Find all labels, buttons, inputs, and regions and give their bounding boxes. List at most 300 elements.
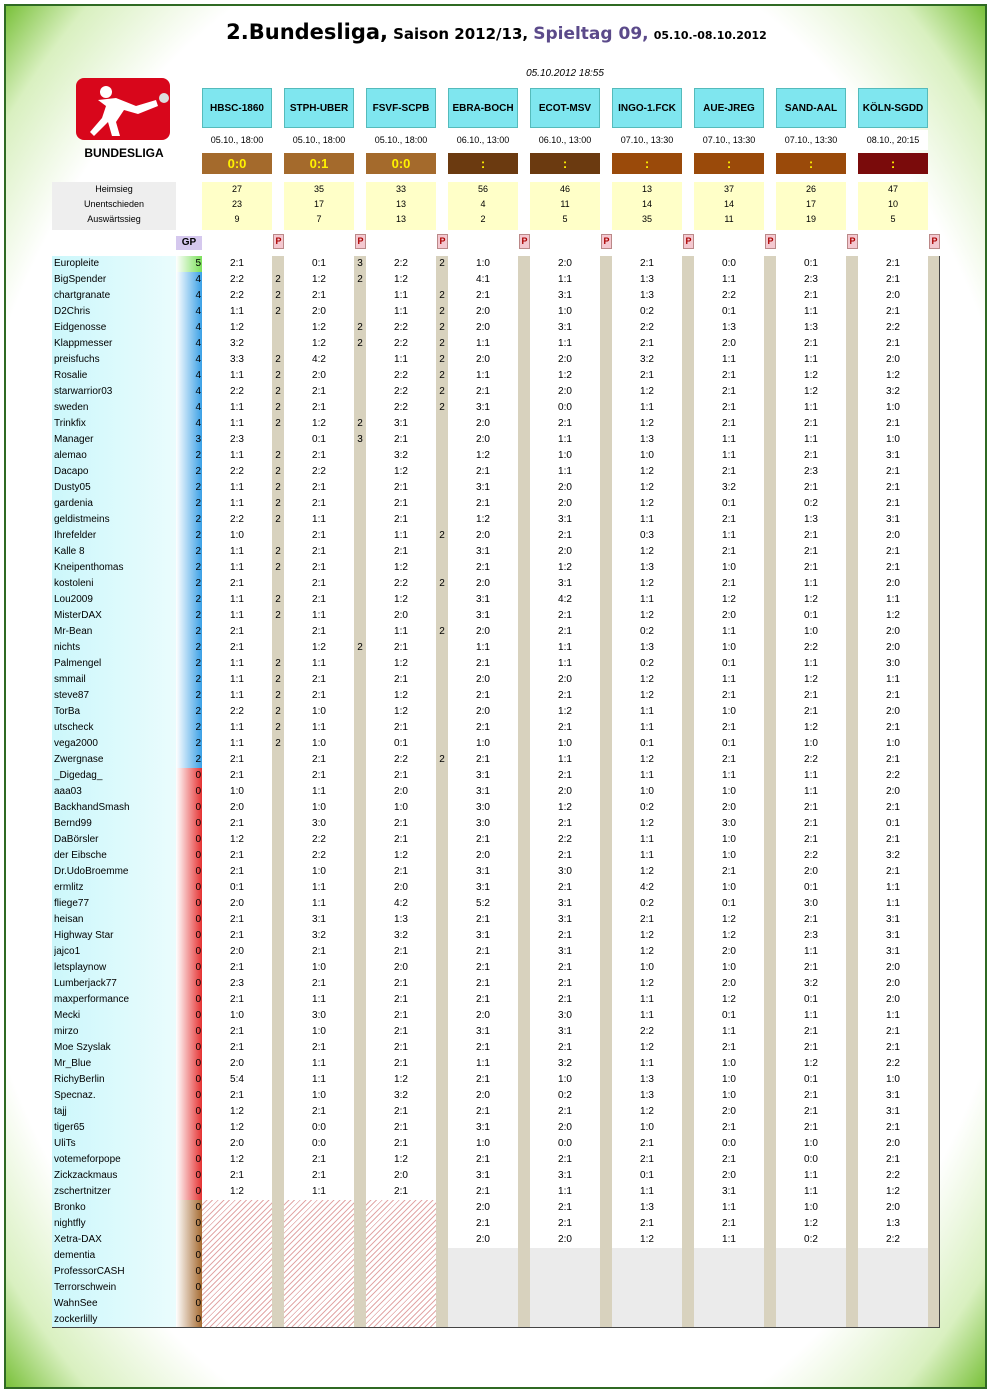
- tip-points: [682, 1168, 694, 1184]
- tip-points: [682, 448, 694, 464]
- tip-points: [682, 1216, 694, 1232]
- tip-value: 2:2: [230, 290, 244, 301]
- player-gp: 2: [176, 640, 202, 656]
- tip-value: 1:0: [312, 1026, 326, 1037]
- player-name: Xetra-DAX: [54, 1234, 102, 1245]
- tip-cell: [776, 480, 858, 496]
- tip-points: [846, 800, 858, 816]
- tip-cell: [202, 432, 284, 448]
- stat-home: 13: [641, 184, 652, 194]
- tip-points: [682, 400, 694, 416]
- tip-points: [764, 464, 776, 480]
- tip-points: [928, 1120, 940, 1136]
- tip-points: [518, 1008, 530, 1024]
- player-gp: 0: [176, 928, 202, 944]
- tip-cell: [202, 784, 284, 800]
- tip-value: 1:1: [804, 1010, 818, 1021]
- tip-points: [272, 848, 284, 864]
- tip-value: 2:1: [230, 1026, 244, 1037]
- gp-header: GP: [176, 236, 202, 250]
- tip-value: 1:1: [394, 354, 408, 365]
- stat-away: 2: [480, 214, 486, 224]
- tip-value: 2:0: [558, 1122, 572, 1133]
- tip-points: [764, 944, 776, 960]
- tip-points: [272, 1232, 284, 1248]
- tip-points: [928, 544, 940, 560]
- tip-value: 2:1: [886, 1122, 900, 1133]
- tip-points: [764, 800, 776, 816]
- tip-points: [928, 640, 940, 656]
- tip-cell: [366, 624, 448, 640]
- table-row: [52, 1152, 940, 1168]
- player-gp: 0: [176, 1248, 202, 1264]
- tip-points: [846, 1200, 858, 1216]
- tip-points: [600, 272, 612, 288]
- tip-points: [600, 704, 612, 720]
- tip-value: 2:0: [558, 674, 572, 685]
- player-gp: 0: [176, 1280, 202, 1296]
- tip-value: 2:1: [804, 706, 818, 717]
- tip-value: 1:1: [312, 1074, 326, 1085]
- tip-points: [436, 1248, 448, 1264]
- tip-cell: [612, 1312, 694, 1328]
- tip-points: [436, 512, 448, 528]
- tip-points: [518, 1280, 530, 1296]
- tip-cell: [366, 576, 448, 592]
- tip-points: [354, 944, 366, 960]
- tip-cell: [284, 368, 366, 384]
- tip-value: 0:2: [640, 626, 654, 637]
- player-gp: 4: [176, 416, 202, 432]
- tip-value: 3:1: [886, 946, 900, 957]
- tip-value: 3:1: [476, 882, 490, 893]
- tip-cell: [284, 864, 366, 880]
- tip-points: 2: [272, 416, 284, 432]
- tip-points: 2: [272, 304, 284, 320]
- tip-points: [682, 1200, 694, 1216]
- tip-points: 2: [272, 544, 284, 560]
- tip-cell: [530, 784, 612, 800]
- tip-value: 2:1: [886, 338, 900, 349]
- tip-cell: [694, 800, 776, 816]
- tip-value: 4:1: [476, 274, 490, 285]
- tip-value: 1:2: [230, 322, 244, 333]
- tip-value: 2:1: [394, 1138, 408, 1149]
- tip-cell: [202, 624, 284, 640]
- match-result: 0:0: [366, 153, 436, 174]
- tip-cell: [694, 1104, 776, 1120]
- tip-cell: [202, 512, 284, 528]
- tip-value: 1:2: [804, 386, 818, 397]
- tip-cell: [284, 416, 366, 432]
- table-row: [52, 816, 940, 832]
- tip-points: [518, 1056, 530, 1072]
- tip-value: 0:0: [312, 1122, 326, 1133]
- tip-cell: [366, 960, 448, 976]
- tip-points: [518, 928, 530, 944]
- tip-cell: [530, 1008, 612, 1024]
- tip-value: 2:1: [394, 674, 408, 685]
- tip-points: 2: [272, 480, 284, 496]
- tip-value: 1:1: [722, 274, 736, 285]
- tip-points: 2: [436, 528, 448, 544]
- tip-cell: [366, 288, 448, 304]
- points-header: P: [683, 234, 694, 249]
- tip-value: 2:1: [230, 994, 244, 1005]
- tip-points: [600, 592, 612, 608]
- tip-points: [600, 320, 612, 336]
- tip-cell: [202, 736, 284, 752]
- tip-cell: [694, 1120, 776, 1136]
- tip-cell: [284, 432, 366, 448]
- tip-value: 1:0: [558, 1074, 572, 1085]
- tip-value: 0:1: [312, 434, 326, 445]
- tip-points: [846, 896, 858, 912]
- tip-points: [928, 928, 940, 944]
- tip-cell: [366, 896, 448, 912]
- tip-value: 1:0: [312, 802, 326, 813]
- tip-value: 1:3: [722, 322, 736, 333]
- tip-points: [764, 1216, 776, 1232]
- tip-value: 1:1: [722, 770, 736, 781]
- tip-points: [600, 1088, 612, 1104]
- tip-cell: [448, 720, 530, 736]
- tip-value: 2:1: [394, 834, 408, 845]
- tip-cell: [776, 1040, 858, 1056]
- tip-cell: [858, 944, 940, 960]
- tip-points: 2: [436, 320, 448, 336]
- tip-points: [518, 912, 530, 928]
- tip-points: [272, 1008, 284, 1024]
- tip-points: [928, 912, 940, 928]
- tip-cell: [694, 736, 776, 752]
- tip-cell: [694, 496, 776, 512]
- tip-cell: [530, 1024, 612, 1040]
- tip-cell: [366, 688, 448, 704]
- tip-cell: [530, 496, 612, 512]
- tip-value: 1:1: [312, 1058, 326, 1069]
- tip-cell: [448, 896, 530, 912]
- tip-points: [600, 576, 612, 592]
- player-name: preisfuchs: [54, 354, 100, 365]
- tips-table: [52, 256, 940, 1328]
- tip-cell: [694, 448, 776, 464]
- tip-points: [518, 592, 530, 608]
- tip-cell: [366, 544, 448, 560]
- tip-value: 2:1: [886, 722, 900, 733]
- tip-value: 3:2: [312, 930, 326, 941]
- tip-value: 1:0: [722, 1090, 736, 1101]
- tip-cell: [202, 720, 284, 736]
- tip-value: 0:2: [804, 1234, 818, 1245]
- tip-cell: [530, 672, 612, 688]
- tip-cell: [530, 1120, 612, 1136]
- player-name: Eidgenosse: [54, 322, 107, 333]
- tip-value: 2:1: [476, 690, 490, 701]
- tip-points: [846, 848, 858, 864]
- match-date: 06.10., 13:00: [448, 130, 518, 150]
- tip-value: 1:2: [640, 754, 654, 765]
- player-name: mirzo: [54, 1026, 79, 1037]
- tip-value: 2:1: [886, 1154, 900, 1165]
- tip-cell: [776, 1056, 858, 1072]
- tip-value: 2:2: [886, 1170, 900, 1181]
- tip-value: 1:1: [722, 450, 736, 461]
- tip-points: [518, 1024, 530, 1040]
- tip-cell: [448, 544, 530, 560]
- tip-cell: [694, 928, 776, 944]
- tip-cell: [612, 1104, 694, 1120]
- tip-value: 1:1: [640, 850, 654, 861]
- tip-cell: [448, 704, 530, 720]
- tip-points: [600, 368, 612, 384]
- tip-value: 3:1: [312, 914, 326, 925]
- tip-cell: [776, 1008, 858, 1024]
- tip-cell: [530, 1072, 612, 1088]
- tip-cell: [202, 1024, 284, 1040]
- tip-value: 2:0: [558, 482, 572, 493]
- tip-value: 2:1: [886, 498, 900, 509]
- tip-cell: [612, 1200, 694, 1216]
- tip-points: [764, 1088, 776, 1104]
- tip-cell: [202, 272, 284, 288]
- tip-cell: [776, 496, 858, 512]
- tip-points: [436, 640, 448, 656]
- tip-points: [928, 384, 940, 400]
- tip-value: 2:1: [394, 946, 408, 957]
- match-date: 05.10., 18:00: [202, 130, 272, 150]
- tip-value: 1:1: [230, 306, 244, 317]
- tip-value: 2:1: [230, 578, 244, 589]
- tip-points: [600, 944, 612, 960]
- tip-value: 2:1: [722, 418, 736, 429]
- tip-points: [354, 368, 366, 384]
- table-row: [52, 272, 940, 288]
- tip-points: [846, 448, 858, 464]
- tip-value: 2:0: [230, 1058, 244, 1069]
- player-name: BigSpender: [54, 274, 107, 285]
- tip-points: [354, 352, 366, 368]
- tip-points: [682, 464, 694, 480]
- tip-value: 1:2: [312, 642, 326, 653]
- table-row: [52, 912, 940, 928]
- tip-value: 2:1: [804, 690, 818, 701]
- tip-value: 3:2: [804, 978, 818, 989]
- tip-cell: [202, 832, 284, 848]
- player-gp: 2: [176, 672, 202, 688]
- tip-value: 2:1: [722, 466, 736, 477]
- tip-points: [928, 448, 940, 464]
- tip-value: 2:0: [722, 338, 736, 349]
- tip-value: 1:2: [312, 338, 326, 349]
- tip-points: [846, 1216, 858, 1232]
- tip-value: 1:1: [558, 642, 572, 653]
- tip-points: [928, 656, 940, 672]
- player-name: heisan: [54, 914, 84, 925]
- tip-points: [682, 384, 694, 400]
- tip-value: 2:0: [476, 626, 490, 637]
- tip-points: [518, 640, 530, 656]
- tip-value: 2:3: [804, 466, 818, 477]
- tip-value: 0:3: [640, 530, 654, 541]
- tip-cell: [858, 368, 940, 384]
- tip-points: [682, 336, 694, 352]
- tip-points: [354, 816, 366, 832]
- tip-points: [682, 1184, 694, 1200]
- tip-value: 1:2: [230, 1154, 244, 1165]
- tip-cell: [530, 1280, 612, 1296]
- tip-cell: [366, 912, 448, 928]
- tip-cell: [530, 384, 612, 400]
- tip-value: 1:2: [394, 274, 408, 285]
- tip-points: [682, 304, 694, 320]
- tip-points: [518, 1088, 530, 1104]
- player-name: Bernd99: [54, 818, 92, 829]
- tip-cell: [448, 1120, 530, 1136]
- tip-cell: [858, 768, 940, 784]
- tip-cell: [366, 304, 448, 320]
- tip-points: [846, 752, 858, 768]
- tip-value: 0:1: [230, 882, 244, 893]
- table-row: [52, 352, 940, 368]
- tip-points: [436, 944, 448, 960]
- tip-value: 4:2: [394, 898, 408, 909]
- tip-value: 2:1: [394, 434, 408, 445]
- tip-value: 1:0: [804, 738, 818, 749]
- tip-value: 1:2: [394, 594, 408, 605]
- tip-cell: [366, 800, 448, 816]
- tip-cell: [694, 256, 776, 272]
- tip-value: 2:1: [640, 338, 654, 349]
- tip-cell: [530, 1088, 612, 1104]
- tip-cell: [366, 352, 448, 368]
- tip-points: [682, 640, 694, 656]
- tip-points: [764, 928, 776, 944]
- tip-cell: [694, 1216, 776, 1232]
- tip-points: [764, 1264, 776, 1280]
- tip-cell: [612, 512, 694, 528]
- points-header: P: [765, 234, 776, 249]
- tip-points: [928, 1312, 940, 1328]
- tip-value: 1:2: [476, 450, 490, 461]
- tip-value: 2:1: [230, 258, 244, 269]
- tip-cell: [366, 816, 448, 832]
- tip-cell: [530, 896, 612, 912]
- tip-points: 2: [272, 512, 284, 528]
- player-name: Zickzackmaus: [54, 1170, 118, 1181]
- tip-points: [436, 416, 448, 432]
- tip-value: 2:0: [558, 1234, 572, 1245]
- tip-cell: [776, 256, 858, 272]
- tip-points: [600, 1264, 612, 1280]
- tip-value: 1:0: [558, 306, 572, 317]
- tip-points: [846, 736, 858, 752]
- tip-cell: [202, 544, 284, 560]
- tip-points: [272, 1072, 284, 1088]
- tip-cell: [776, 1136, 858, 1152]
- tip-points: [682, 864, 694, 880]
- tip-value: 3:1: [476, 1122, 490, 1133]
- tip-points: [764, 352, 776, 368]
- tip-value: 3:1: [476, 482, 490, 493]
- player-name: nichts: [54, 642, 81, 653]
- tip-cell: [530, 304, 612, 320]
- tip-value: 0:1: [722, 498, 736, 509]
- tip-value: 2:1: [476, 290, 490, 301]
- tip-cell: [858, 928, 940, 944]
- player-gp: 2: [176, 752, 202, 768]
- player-gp: 2: [176, 480, 202, 496]
- tip-points: [518, 624, 530, 640]
- tip-cell: [858, 1216, 940, 1232]
- tip-points: [600, 1136, 612, 1152]
- tip-value: 2:1: [722, 514, 736, 525]
- tip-cell: [776, 560, 858, 576]
- match-date: 07.10., 13:30: [612, 130, 682, 150]
- table-row: [52, 592, 940, 608]
- tip-cell: [284, 1056, 366, 1072]
- tip-value: 1:0: [886, 402, 900, 413]
- tip-value: 2:0: [886, 290, 900, 301]
- tip-cell: [202, 896, 284, 912]
- tip-value: 1:2: [640, 482, 654, 493]
- tip-value: 3:0: [722, 818, 736, 829]
- tip-value: 2:0: [722, 946, 736, 957]
- tip-value: 1:2: [640, 578, 654, 589]
- tip-cell: [858, 912, 940, 928]
- tip-value: 2:1: [886, 482, 900, 493]
- tip-value: 2:1: [230, 962, 244, 973]
- tip-value: 2:1: [804, 962, 818, 973]
- tip-cell: [776, 1200, 858, 1216]
- tip-value: 2:2: [886, 1058, 900, 1069]
- table-row: [52, 640, 940, 656]
- tip-cell: [284, 1280, 366, 1296]
- tip-value: 1:2: [640, 418, 654, 429]
- tip-points: [764, 1152, 776, 1168]
- table-row: [52, 864, 940, 880]
- tip-cell: [284, 384, 366, 400]
- tip-value: 1:1: [558, 338, 572, 349]
- tip-cell: [694, 1280, 776, 1296]
- tip-value: 2:1: [476, 978, 490, 989]
- match-header: SAND-AAL: [776, 88, 846, 128]
- tip-value: 1:2: [558, 706, 572, 717]
- tip-value: 0:2: [558, 1090, 572, 1101]
- tip-points: [682, 848, 694, 864]
- tip-cell: [776, 272, 858, 288]
- tip-value: 1:1: [312, 610, 326, 621]
- tip-cell: [284, 640, 366, 656]
- tip-cell: [612, 432, 694, 448]
- tip-points: [928, 288, 940, 304]
- table-row: [52, 1024, 940, 1040]
- tip-cell: [284, 784, 366, 800]
- tip-value: 3:1: [476, 770, 490, 781]
- tip-cell: [776, 816, 858, 832]
- tip-points: [682, 416, 694, 432]
- tip-cell: [202, 1040, 284, 1056]
- player-gp: 0: [176, 1104, 202, 1120]
- tip-cell: [776, 1312, 858, 1328]
- tip-points: [682, 1088, 694, 1104]
- player-gp: 2: [176, 720, 202, 736]
- tip-value: 2:1: [312, 626, 326, 637]
- tip-points: [928, 768, 940, 784]
- table-row: [52, 368, 940, 384]
- tip-cell: [858, 288, 940, 304]
- tip-points: [846, 688, 858, 704]
